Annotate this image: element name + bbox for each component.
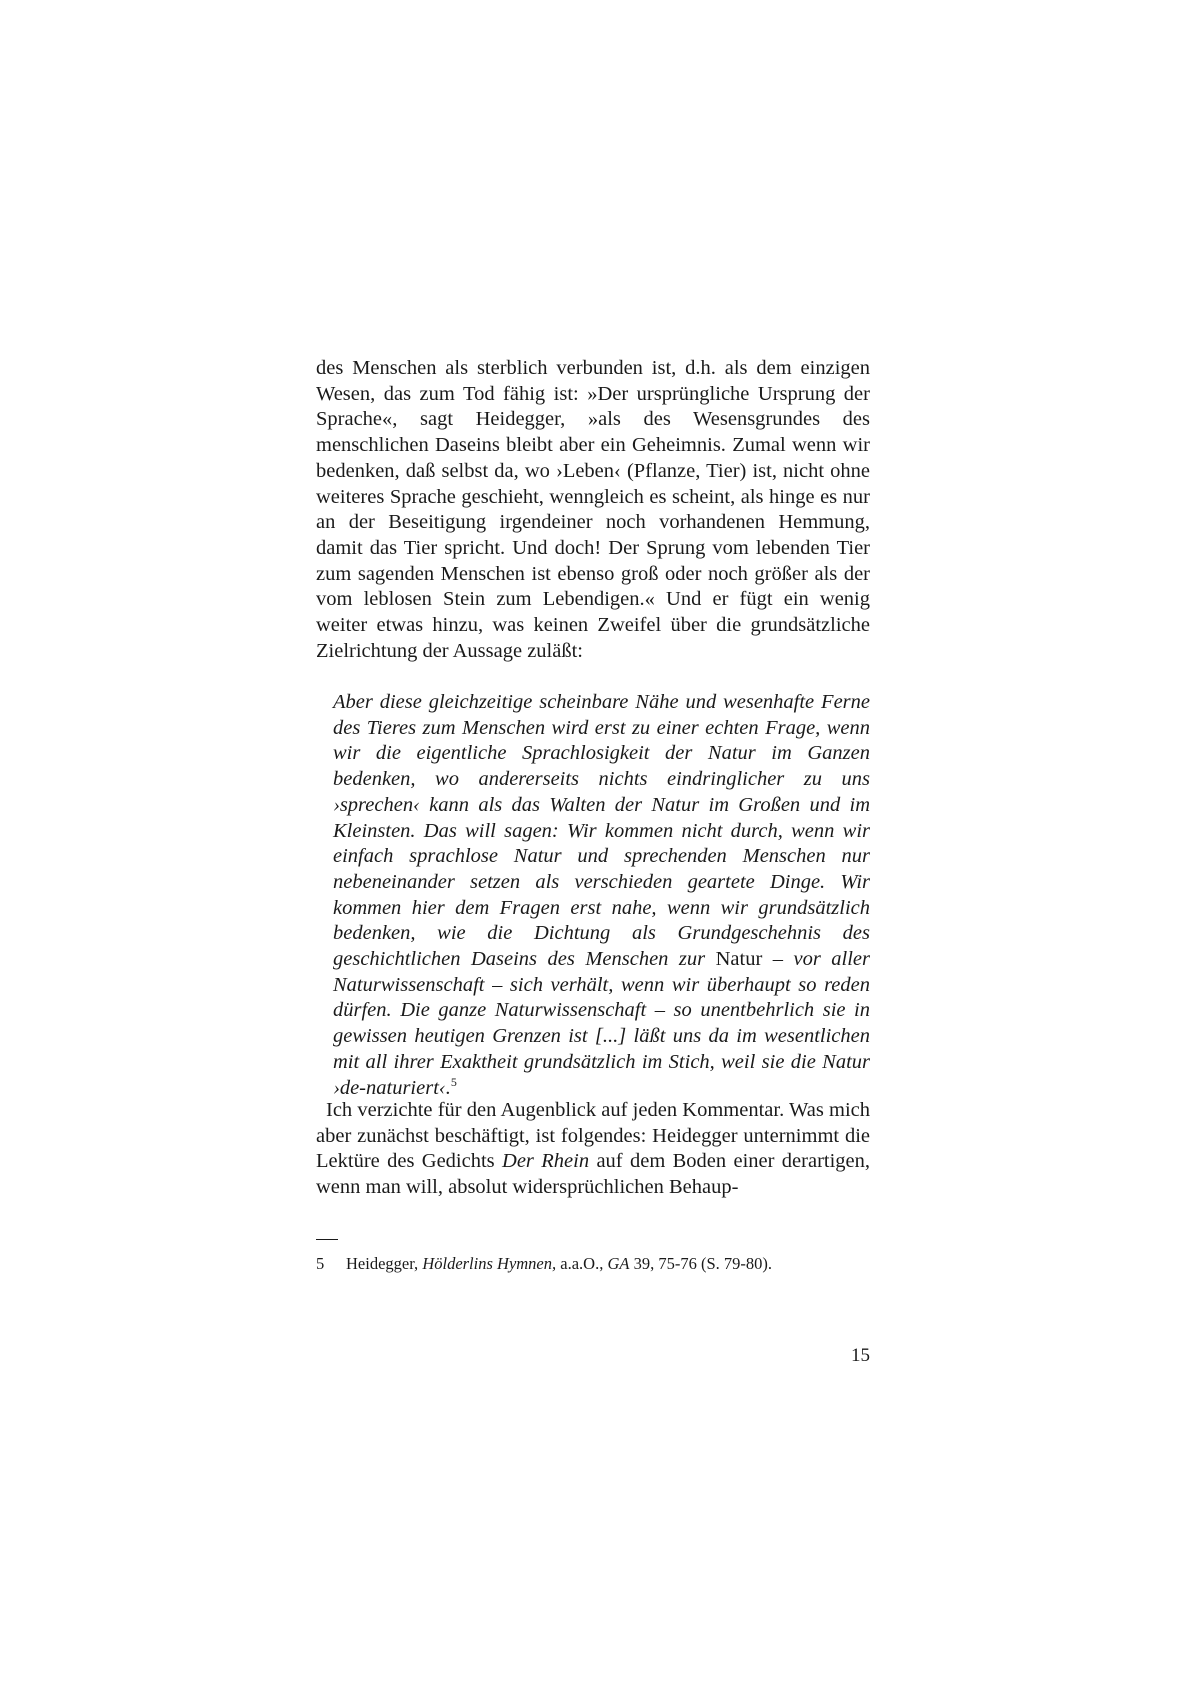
footnote-divider [316, 1239, 338, 1240]
footnote-reference-2: 39, 75-76 (S. 79-80). [633, 1254, 772, 1273]
footnote-work-title: Hölderlins Hymnen, [422, 1254, 557, 1273]
block-quote [333, 690, 870, 1101]
footnote-author: Heidegger, [346, 1254, 419, 1273]
quote-text-part-1: Aber diese gleichzeitige scheinbare Nähe und wesenhafte Ferne des Tieres zum Menschen wird erst zu einer echten Frage, wenn wir die eigentliche Sprachlosigkeit der Natur im Ganzen bedenken, wo andererseits nichts eindringlicher zu uns ›sprechen‹ kann als das Walten der Natur im Großen und im Kleinsten. Das will sagen: Wir kommen nicht durch, wenn wir einfach sprachlose Natur und sprechenden Menschen nur nebeneinander setzen als verschieden geartete Dinge. Wir kommen hier dem Fragen erst nahe, wenn wir grundsätzlich bedenken, wie die Dichtung als Grundgeschehnis des geschichtlichen Daseins des Menschen zur [333, 691, 870, 971]
footnote [316, 1254, 876, 1274]
footnote-reference-1: a.a.O., [560, 1254, 604, 1273]
footnote-marker: 5 [450, 1074, 457, 1089]
footnote-number: 5 [316, 1254, 325, 1273]
body-paragraph-1 [316, 356, 870, 664]
paragraph-1-text: des Menschen als sterblich verbunden ist, d.h. als dem einzigen Wesen, das zum Tod fähig ist: »Der ursprüngliche Ursprung der Sprache«, sagt Heidegger, »als des Wesensgrundes des menschlichen Daseins bleibt aber ein Geheimnis. Zumal wenn wir bedenken, daß selbst da, wo ›Leben‹ (Pflanze, Tier) ist, nicht ohne weiteres Sprache geschieht, wenngleich es scheint, als hinge es nur an der Beseitigung irgendeiner noch vorhandenen Hemmung, damit das Tier spricht. Und doch! Der Sprung vom lebenden Tier zum sagenden Menschen ist ebenso groß oder noch größer als der vom leblosen Stein zum Lebendigen.« Und er fügt ein wenig weiter etwas hinzu, was keinen Zweifel über die grundsätzliche Zielrichtung der Aussage zuläßt: [316, 357, 870, 662]
quote-upright-word: Natur [715, 948, 763, 971]
poem-title: Der Rhein [502, 1150, 590, 1173]
footnote-series: GA [607, 1254, 630, 1273]
page-number: 15 [851, 1345, 870, 1366]
paragraph-2-text-before: Ich verzichte für den Augenblick auf jeden Kommentar. Was mich aber zunächst beschäftigt, ist folgendes: Heidegger unternimmt die Lektüre des Gedichts [316, 1099, 870, 1173]
body-paragraph-2 [316, 1098, 870, 1201]
paragraph-2-text-after: auf dem Boden einer derartigen, wenn man will, absolut widersprüchlichen Behaup- [316, 1150, 871, 1199]
quote-text-part-2: – vor aller Naturwissenschaft – sich verhält, wenn wir überhaupt so reden dürfen. Die ganze Naturwissenschaft – so unentbehrlich sie in gewissen heutigen Grenzen ist [...] läßt uns da im wesentlichen mit all ihrer Exaktheit grundsätzlich im Stich, weil sie die Natur ›de-naturiert‹. [333, 948, 871, 1099]
